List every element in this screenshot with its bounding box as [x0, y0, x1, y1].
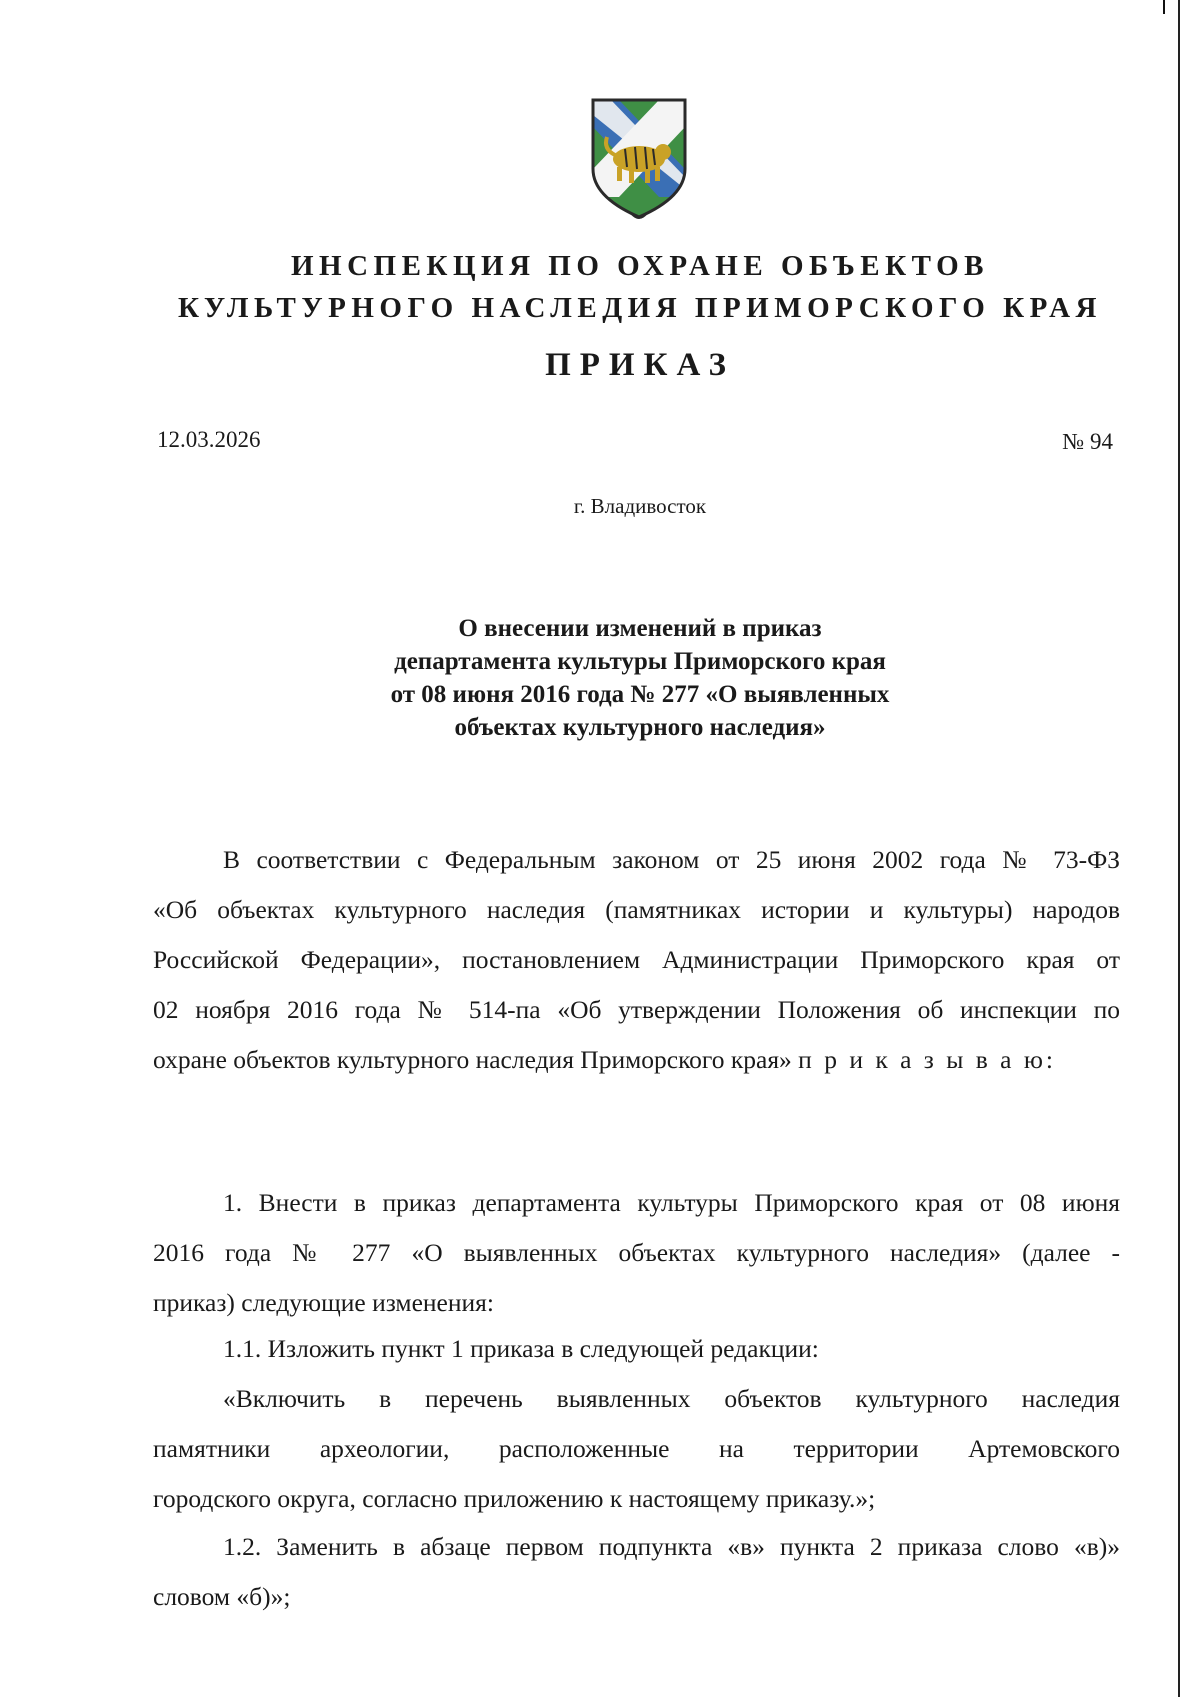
preamble-paragraph	[153, 835, 1120, 1085]
agency-name-line-2: КУЛЬТУРНОГО НАСЛЕДИЯ ПРИМОРСКОГО КРАЯ	[177, 292, 1102, 324]
order-number: № 94	[1062, 429, 1113, 454]
title-line: О внесении изменений в приказ	[458, 615, 822, 642]
item-1-paragraph	[153, 1178, 1120, 1328]
paragraph-line: 02 ноября 2016 года № 514-па «Об утверждении Положения об инспекции по	[153, 995, 1120, 1024]
document-type-heading: ПРИКАЗ	[545, 347, 735, 383]
paragraph-line: словом «б)»;	[153, 1582, 291, 1611]
paragraph-line	[153, 1035, 1120, 1085]
item-1-1-paragraph	[153, 1324, 1120, 1374]
paragraph-line: 2016 года № 277 «О выявленных объектах культурного наследия» (далее -	[153, 1238, 1120, 1267]
paragraph-line: 1. Внести в приказ департамента культуры Приморского края от 08 июня	[223, 1188, 1120, 1217]
paragraph-line: городского округа, согласно приложению к настоящему приказу.»;	[153, 1484, 876, 1513]
coat-of-arms-icon	[589, 97, 689, 222]
paragraph-line: памятники археологии, расположенные на территории Артемовского	[153, 1434, 1120, 1463]
paragraph-line: Российской Федерации», постановлением Администрации Приморского края от	[153, 945, 1120, 974]
agency-name-line-1: ИНСПЕКЦИЯ ПО ОХРАНЕ ОБЪЕКТОВ	[290, 250, 990, 282]
item-1-2-paragraph	[153, 1522, 1120, 1622]
issue-city: г. Владивосток	[573, 494, 707, 518]
paragraph-line: приказ) следующие изменения:	[153, 1288, 494, 1317]
title-line: от 08 июня 2016 года № 277 «О выявленных	[390, 681, 890, 708]
paragraph-line: «Об объектах культурного наследия (памятниках истории и культуры) народов	[153, 895, 1120, 924]
order-command-word: п р и к а з ы в а ю:	[798, 1045, 1056, 1074]
order-date: 12.03.2026	[157, 427, 261, 452]
scan-edge-tick	[1163, 0, 1165, 14]
paragraph-line: 1.1. Изложить пункт 1 приказа в следующей редакции:	[223, 1334, 819, 1363]
title-line: департамента культуры Приморского края	[394, 648, 886, 675]
paragraph-line: 1.2. Заменить в абзаце первом подпункта «в» пункта 2 приказа слово «в)»	[223, 1532, 1120, 1561]
quoted-new-text-paragraph	[153, 1374, 1120, 1524]
scan-edge-line	[1178, 0, 1180, 1697]
order-title	[140, 612, 1140, 744]
title-line: объектах культурного наследия»	[454, 714, 826, 741]
paragraph-line: «Включить в перечень выявленных объектов культурного наследия	[223, 1384, 1120, 1413]
preamble-final-text: охране объектов культурного наследия Приморского края»	[153, 1045, 792, 1074]
paragraph-line: В соответствии с Федеральным законом от 25 июня 2002 года № 73-ФЗ	[223, 845, 1120, 874]
